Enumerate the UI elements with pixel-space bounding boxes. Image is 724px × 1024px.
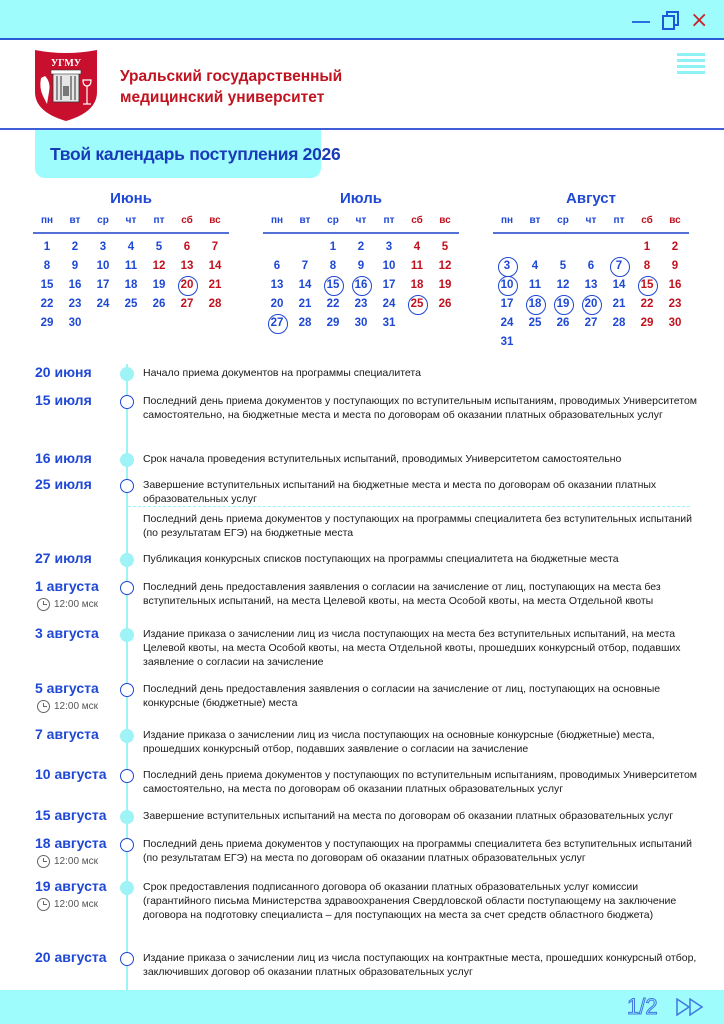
- calendar-day[interactable]: 2: [357, 241, 365, 253]
- calendar-day[interactable]: 12: [152, 260, 166, 272]
- event-description: Последний день предоставления заявления о согласии на зачисление от лиц, поступающих на места без вступительных испытаний, на места Целевой квоты, на места Особой квоты, на места Отдельной квоты: [143, 581, 661, 607]
- weekday-label: ср: [327, 215, 339, 226]
- maximize-button[interactable]: [662, 10, 680, 32]
- calendar-day[interactable]: 19: [438, 279, 452, 291]
- event-description: Срок начала проведения вступительных испытаний, проводимых Университетом самостоятельно: [143, 453, 622, 465]
- empty-cell: [521, 238, 549, 257]
- event-time-label: 12:00 мск: [54, 856, 99, 867]
- event-description: Завершение вступительных испытаний на места по договорам об оказании платных образовательных услуг: [143, 810, 674, 822]
- event-date: 18 августа: [35, 835, 107, 851]
- calendar-day[interactable]: 1: [329, 241, 337, 253]
- calendar-day[interactable]: 14: [612, 279, 626, 291]
- calendar-day[interactable]: 8: [643, 260, 651, 272]
- calendar-day[interactable]: 26: [556, 317, 570, 329]
- university-name: [120, 66, 342, 108]
- calendar-august: [493, 190, 689, 352]
- event-date: 3 августа: [35, 625, 99, 641]
- page-indicator: 1/2: [627, 994, 658, 1019]
- calendar-day[interactable]: 18: [410, 279, 424, 291]
- weekday-label: чт: [125, 215, 137, 226]
- weekday-label: вс: [439, 215, 451, 226]
- event-date: 20 августа: [35, 949, 107, 965]
- calendar-day-key-date[interactable]: 25: [403, 295, 431, 314]
- calendar-day[interactable]: 4: [127, 241, 135, 253]
- calendar-day[interactable]: 17: [500, 298, 514, 310]
- calendar-day[interactable]: 29: [640, 317, 654, 329]
- divider-dashed: [128, 506, 690, 507]
- calendar-day[interactable]: 3: [99, 241, 107, 253]
- day-grid: [33, 238, 229, 333]
- clock-icon: [37, 700, 50, 713]
- event-time-label: 12:00 мск: [54, 599, 99, 610]
- calendar-day[interactable]: 11: [124, 260, 138, 272]
- event-date: 10 августа: [35, 766, 107, 782]
- weekday-label: пт: [613, 215, 625, 226]
- calendar-day[interactable]: 18: [124, 279, 138, 291]
- day-grid: [263, 238, 459, 333]
- event-date: 19 августа: [35, 878, 107, 894]
- calendar-day[interactable]: 16: [68, 279, 82, 291]
- weekday-header: [263, 212, 459, 234]
- month-name: Июнь: [110, 190, 152, 207]
- event-time-label: 12:00 мск: [54, 899, 99, 910]
- weekday-label: вт: [299, 215, 311, 226]
- timeline-dot-filled-icon: [120, 810, 134, 824]
- event-description: Издание приказа о зачислении лиц из числа поступающих на места без вступительных испытаний, на места Целевой квоты, на места Особой квоты, на места Отдельной квоты, прошедших конкурсный отбор, подавших заявление о согласии на зачисление: [143, 628, 681, 668]
- weekday-label: ср: [557, 215, 569, 226]
- calendar-day[interactable]: 10: [382, 260, 396, 272]
- event-date: 15 августа: [35, 807, 107, 823]
- event-description: Публикация конкурсных списков поступающих на программы специалитета на бюджетные места: [143, 553, 619, 565]
- calendar-day[interactable]: 30: [68, 317, 82, 329]
- calendar-day[interactable]: 10: [96, 260, 110, 272]
- calendar-day[interactable]: 5: [559, 260, 567, 272]
- weekday-label: вт: [69, 215, 81, 226]
- calendar-day[interactable]: 17: [96, 279, 110, 291]
- weekday-header: [33, 212, 229, 234]
- calendar-day[interactable]: 24: [500, 317, 514, 329]
- calendar-day[interactable]: 28: [298, 317, 312, 329]
- calendar-day[interactable]: 28: [612, 317, 626, 329]
- empty-cell: [493, 238, 521, 257]
- timeline-dot-ring-icon: [120, 952, 134, 966]
- empty-cell: [291, 238, 319, 257]
- svg-text:УГМУ: УГМУ: [50, 58, 82, 69]
- event-description: Издание приказа о зачислении лиц из числа поступающих на контрактные места, прошедших конкурсный отбор, заключивших договор об оказании платных образовательных услуг: [143, 952, 697, 978]
- calendar-day[interactable]: 16: [668, 279, 682, 291]
- calendar-day-key-date[interactable]: 27: [263, 314, 291, 333]
- calendar-day[interactable]: 3: [385, 241, 393, 253]
- calendar-day[interactable]: 7: [301, 260, 309, 272]
- event-date: 5 августа: [35, 680, 99, 696]
- weekday-label: пт: [153, 215, 165, 226]
- page-title: Твой календарь поступления 2026: [50, 144, 341, 164]
- calendar-day[interactable]: 21: [208, 279, 222, 291]
- calendar-day-key-date[interactable]: 7: [605, 257, 633, 276]
- weekday-label: пн: [270, 215, 284, 226]
- weekday-label: вс: [209, 215, 221, 226]
- site-header: [0, 42, 724, 130]
- calendar-june: [33, 190, 229, 333]
- event-date: 1 августа: [35, 578, 99, 594]
- footer-bar: [0, 990, 724, 1024]
- event-description: Срок предоставления подписанного договора об оказании платных образовательных услуг комиссии (гарантийного письма Министерства здравоохранения Свердловской области поступающему на заключение договора на подготовку специалиста – для поступающих на места за счет средств областного бюджета): [143, 881, 677, 921]
- calendar-day[interactable]: 29: [326, 317, 340, 329]
- calendar-day[interactable]: 9: [357, 260, 365, 272]
- weekday-label: чт: [355, 215, 367, 226]
- calendar-day[interactable]: 13: [584, 279, 598, 291]
- event-time: [37, 598, 98, 611]
- calendar-day-key-date[interactable]: 19: [549, 295, 577, 314]
- calendar-day[interactable]: 31: [382, 317, 396, 329]
- calendar-day[interactable]: 25: [124, 298, 138, 310]
- clock-icon: [37, 598, 50, 611]
- calendar-day-key-date[interactable]: 3: [493, 257, 521, 276]
- calendar-day[interactable]: 22: [40, 298, 54, 310]
- calendar-day[interactable]: 7: [211, 241, 219, 253]
- event-date: 15 июля: [35, 392, 92, 408]
- event-description: Последний день приема документов у поступающих на программы специалитета без вступительных испытаний (по результатам ЕГЭ) на места по договорам об оказании платных образовательных услуг: [143, 838, 693, 864]
- weekday-label: сб: [641, 215, 653, 226]
- hamburger-bar: [677, 65, 705, 68]
- timeline-dot-filled-icon: [120, 453, 134, 467]
- event-date: 25 июля: [35, 476, 92, 492]
- calendar-day[interactable]: 23: [668, 298, 682, 310]
- weekday-label: пт: [383, 215, 395, 226]
- timeline-dot-ring-icon: [120, 769, 134, 783]
- calendar-day[interactable]: 12: [556, 279, 570, 291]
- shield-crest-icon: [33, 48, 99, 122]
- hamburger-bar: [677, 53, 705, 56]
- calendar-day[interactable]: 15: [40, 279, 54, 291]
- event-date: 16 июля: [35, 450, 92, 466]
- event-description-secondary: Последний день приема документов у поступающих на программы специалитета без вступительных испытаний (по результатам ЕГЭ) на бюджетные места: [143, 513, 693, 539]
- calendar-day[interactable]: 22: [640, 298, 654, 310]
- calendar-day[interactable]: 11: [528, 279, 542, 291]
- calendar-day-key-date[interactable]: 20: [577, 295, 605, 314]
- event-description: Последний день предоставления заявления о согласии на зачисление от лиц, поступающих на основные конкурсные (бюджетные) места: [143, 683, 661, 709]
- calendar-day[interactable]: 24: [96, 298, 110, 310]
- weekday-label: вт: [529, 215, 541, 226]
- event-description: Последний день приема документов у поступающих по вступительным испытаниям, проводимых Университетом самостоятельно, на места по договорам об оказании платных образовательных услуг: [143, 769, 698, 795]
- clock-icon: [37, 898, 50, 911]
- day-grid: [493, 238, 689, 352]
- timeline-dot-ring-icon: [120, 683, 134, 697]
- weekday-label: ср: [97, 215, 109, 226]
- weekday-label: вс: [669, 215, 681, 226]
- university-name-line1: Уральский государственный: [120, 68, 343, 85]
- calendar-day[interactable]: 8: [43, 260, 51, 272]
- calendar-day[interactable]: 20: [270, 298, 284, 310]
- calendar-day-key-date[interactable]: 18: [521, 295, 549, 314]
- calendar-day[interactable]: 25: [528, 317, 542, 329]
- calendar-day[interactable]: 30: [668, 317, 682, 329]
- window-titlebar: [0, 0, 724, 40]
- timeline-dot-filled-icon: [120, 881, 134, 895]
- month-name: Июль: [340, 190, 382, 207]
- minimize-button[interactable]: [632, 10, 650, 32]
- calendar-july: [263, 190, 459, 333]
- calendar-day[interactable]: 4: [531, 260, 539, 272]
- calendar-day[interactable]: 13: [270, 279, 284, 291]
- empty-cell: [577, 238, 605, 257]
- event-description: Издание приказа о зачислении лиц из числа поступающих на основные конкурсные (бюджетные) места, прошедших конкурсный отбор, подавших заявление о согласии на зачисление: [143, 729, 655, 755]
- timeline-dot-ring-icon: [120, 395, 134, 409]
- timeline-dot-ring-icon: [120, 479, 134, 493]
- calendar-day[interactable]: 26: [152, 298, 166, 310]
- timeline-dot-filled-icon: [120, 553, 134, 567]
- weekday-label: пн: [40, 215, 54, 226]
- calendar-day[interactable]: 13: [180, 260, 194, 272]
- calendar-day[interactable]: 6: [183, 241, 191, 253]
- event-time: [37, 898, 98, 911]
- empty-cell: [263, 238, 291, 257]
- hamburger-bar: [677, 59, 705, 62]
- empty-cell: [605, 238, 633, 257]
- calendar-day[interactable]: 11: [410, 260, 424, 272]
- restore-icon-front: [662, 15, 675, 30]
- calendar-day[interactable]: 9: [71, 260, 79, 272]
- calendar-day[interactable]: 23: [68, 298, 82, 310]
- calendar-day[interactable]: 22: [326, 298, 340, 310]
- calendar-day[interactable]: 26: [438, 298, 452, 310]
- weekday-label: сб: [411, 215, 423, 226]
- weekday-header: [493, 212, 689, 234]
- calendar-day[interactable]: 1: [643, 241, 651, 253]
- event-time: [37, 855, 98, 868]
- event-description: Завершение вступительных испытаний на бюджетные места и места по договорам об оказании платных образовательных услуг: [143, 479, 657, 505]
- menu-button[interactable]: [677, 53, 705, 75]
- timeline-dot-ring-icon: [120, 838, 134, 852]
- timeline-dot-filled-icon: [120, 628, 134, 642]
- calendar-day[interactable]: 19: [152, 279, 166, 291]
- calendar-day[interactable]: 4: [413, 241, 421, 253]
- calendar-day-key-date[interactable]: 16: [347, 276, 375, 295]
- event-date: 27 июля: [35, 550, 92, 566]
- calendar-day[interactable]: 23: [354, 298, 368, 310]
- calendar-day[interactable]: 2: [671, 241, 679, 253]
- calendar-day[interactable]: 5: [441, 241, 449, 253]
- calendar-day[interactable]: 30: [354, 317, 368, 329]
- event-time-label: 12:00 мск: [54, 701, 99, 712]
- calendar-day[interactable]: 21: [298, 298, 312, 310]
- calendar-day[interactable]: 21: [612, 298, 626, 310]
- timeline-dot-filled-icon: [120, 367, 134, 381]
- calendar-day[interactable]: 28: [208, 298, 222, 310]
- timeline-dot-ring-icon: [120, 581, 134, 595]
- event-date: 20 июня: [35, 364, 92, 380]
- calendar-day-key-date[interactable]: 10: [493, 276, 521, 295]
- event-description: Начало приема документов на программы специалитета: [143, 367, 421, 379]
- calendar-day[interactable]: 17: [382, 279, 396, 291]
- calendar-day[interactable]: 14: [298, 279, 312, 291]
- calendar-day-key-date[interactable]: 15: [319, 276, 347, 295]
- calendar-day[interactable]: 14: [208, 260, 222, 272]
- calendar-day[interactable]: 29: [40, 317, 54, 329]
- university-logo: [33, 48, 99, 122]
- calendar-day[interactable]: 2: [71, 241, 79, 253]
- timeline-dot-filled-icon: [120, 729, 134, 743]
- double-chevron-right-icon: [675, 998, 705, 1016]
- calendar-day[interactable]: 27: [180, 298, 194, 310]
- page-title-banner: [35, 130, 341, 178]
- next-page-button[interactable]: [675, 998, 705, 1016]
- calendar-day[interactable]: 6: [587, 260, 595, 272]
- weekday-label: сб: [181, 215, 193, 226]
- calendar-day[interactable]: 1: [43, 241, 51, 253]
- weekday-label: пн: [500, 215, 514, 226]
- calendar-day[interactable]: 6: [273, 260, 281, 272]
- calendar-day[interactable]: 5: [155, 241, 163, 253]
- event-date: 7 августа: [35, 726, 99, 742]
- event-description: Последний день приема документов у поступающих по вступительным испытаниям, проводимых Университетом самостоятельно, на бюджетные места и места по договорам об оказании платных образовательных услуг: [143, 395, 698, 421]
- university-name-line2: медицинский университет: [120, 89, 325, 106]
- calendar-day[interactable]: 9: [671, 260, 679, 272]
- calendar-day[interactable]: 31: [500, 336, 514, 348]
- calendar-day-key-date[interactable]: 15: [633, 276, 661, 295]
- month-name: Август: [566, 190, 616, 207]
- calendar-day[interactable]: 8: [329, 260, 337, 272]
- clock-icon: [37, 855, 50, 868]
- calendar-day-key-date[interactable]: 20: [173, 276, 201, 295]
- weekday-label: чт: [585, 215, 597, 226]
- event-time: [37, 700, 98, 713]
- hamburger-bar: [677, 71, 705, 74]
- empty-cell: [549, 238, 577, 257]
- calendar-day[interactable]: 27: [584, 317, 598, 329]
- close-button[interactable]: ×: [690, 8, 709, 33]
- calendar-day[interactable]: 12: [438, 260, 452, 272]
- calendar-day[interactable]: 24: [382, 298, 396, 310]
